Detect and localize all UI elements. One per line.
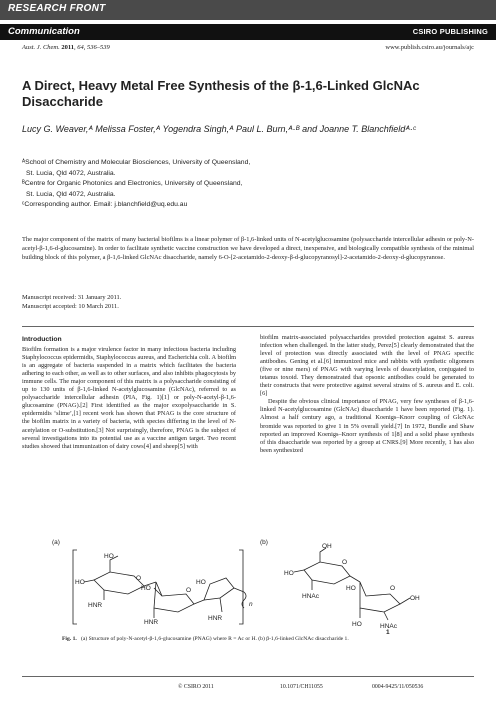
bond	[320, 548, 326, 562]
panel-label-b: (b)	[260, 539, 268, 546]
atom-label: HO	[284, 570, 294, 577]
bond	[84, 580, 94, 582]
bond	[294, 570, 304, 572]
atom-label: HO	[352, 621, 362, 628]
atom-label: OH	[322, 543, 332, 550]
bracket-right	[239, 550, 243, 624]
atom-label: HO	[75, 579, 85, 586]
affiliation-line: St. Lucia, Qld 4072, Australia.	[26, 169, 116, 177]
figure-1-structures	[22, 538, 474, 634]
manuscript-dates	[22, 294, 121, 312]
issn: 0004-9425/11/050536	[372, 684, 424, 690]
article-type-label: Communication	[8, 26, 80, 37]
atom-label: HO	[141, 585, 151, 592]
atom-label: HNAc	[380, 623, 397, 630]
section-heading: Introduction	[22, 336, 62, 343]
affiliation-line: ᶜCorresponding author. Email: j.blanchfield@uq.edu.au	[22, 201, 188, 209]
section-divider	[22, 326, 474, 327]
received-date: Manuscript received: 31 January 2011.	[22, 294, 122, 301]
atom-label: HNR	[144, 619, 159, 626]
copyright: © CSIRO 2011	[178, 684, 214, 690]
atom-label: HO	[346, 585, 356, 592]
atom-label: OH	[410, 595, 420, 602]
atom-label: HNR	[88, 602, 103, 609]
doi[interactable]: 10.1071/CH11055	[280, 684, 323, 690]
article-type-banner	[0, 24, 496, 40]
abstract: The major component of the matrix of many bacterial biofilms is a linear polymer of β-1,6-linked units of N-acetylglucosamine (polysaccharide intercellular adhesin or poly-N-acetyl-β-1,6-d-glucosamine). In order to facilitate synthetic vaccine construction we have developed a direct, inexpensive, and biologically compatible synthesis of the minimal building block of this polymer, a β-1,6-linked GlcNAc disaccharide, namely 6-O-[2-acetamido-2-deoxy-β-d-glucopyranosyl]-2-acetamido-2-deoxy-d-glucopyranose.	[22, 236, 474, 261]
compound-number: 1	[386, 629, 390, 634]
paragraph: biofilm matrix-associated polysaccharides provided protection against S. aureus infection when challenged. In the latter study, Perez[5] clearly demonstrated that the level of protection was directly associated with the level of PNAG specific antibodies. Gening et al.[6] immunized mice and rabbits with synthetic oligomers (five or nine mers) of PNAG with varying levels of deacetylation, conjugated to tetanus toxoid. They demonstrated that opsonic antibodies could be generated to their constructs that were protective against several strains of S. aureus and E. coli.[6]	[260, 334, 474, 398]
affiliations	[22, 158, 462, 211]
paragraph: Despite the obvious clinical importance of PNAG, very few syntheses of β-1,6-linked N-acetylglucosamine (GlcNAc) disaccharide 1 have been reported (Fig. 1). Almost a half century ago, a traditional Koenigs–Knorr coupling of GlcNAc bromide was reported to give 1 in 5% overall yield.[7] In 1972, Bundle and Shaw reported an improved Koenigs–Knorr synthesis of 1[8] and a solid phase synthesis of this disaccharide was reported by a group at CNRS.[9] More recently, 1 has also been synthesized	[260, 398, 474, 454]
research-front-banner	[0, 0, 496, 20]
atom-label: O	[342, 559, 348, 566]
atom-label: HNR	[208, 615, 223, 622]
polymer-n: n	[249, 601, 253, 608]
author-list: Lucy G. Weaver,ᴬ Melissa Foster,ᴬ Yogendra Singh,ᴬ Paul L. Burn,ᴬ·ᴮ and Joanne T. Blanchfieldᴬ·ᶜ	[22, 124, 416, 134]
footer-divider	[22, 676, 474, 677]
bond	[384, 612, 388, 620]
affiliation-line: ᴬSchool of Chemistry and Molecular Biosciences, University of Queensland,	[22, 159, 251, 166]
atom-label: HO	[104, 553, 114, 560]
atom-label: O	[136, 575, 142, 582]
affiliation-line: ᴮCentre for Organic Photonics and Electronics, University of Queensland,	[22, 180, 243, 188]
bond	[350, 576, 360, 582]
bond	[234, 588, 244, 592]
bracket-left	[73, 550, 77, 624]
bond	[220, 598, 222, 612]
atom-label: HO	[196, 579, 206, 586]
sugar-ring	[204, 578, 234, 600]
bond	[400, 598, 410, 604]
paper-title: A Direct, Heavy Metal Free Synthesis of the β-1,6-Linked GlcNAc Disaccharide	[22, 78, 420, 109]
figure-caption: Fig. 1. (a) Structure of poly-N-acetyl-β-1,6-glucosamine (PNAG) where R = Ac or H. (b) β-1,6-linked GlcNAc disaccharide 1.	[62, 636, 349, 642]
accepted-date: Manuscript accepted: 10 March 2011.	[22, 302, 119, 310]
publisher-label: CSIRO PUBLISHING	[412, 27, 488, 36]
right-column	[260, 334, 474, 455]
affiliation-line: St. Lucia, Qld 4072, Australia.	[26, 190, 116, 198]
bond	[194, 600, 204, 604]
journal-url[interactable]: www.publish.csiro.au/journals/ajc	[385, 44, 474, 51]
atom-label: O	[186, 587, 192, 594]
panel-label-a: (a)	[52, 539, 60, 546]
atom-label: HNAc	[302, 593, 319, 600]
journal-citation: Aust. J. Chem. 2011, 64, 536–539	[22, 44, 110, 51]
left-column	[22, 336, 236, 451]
atom-label: O	[390, 585, 396, 592]
section-label: RESEARCH FRONT	[8, 3, 106, 14]
paragraph: Biofilm formation is a major virulence factor in many infectious bacteria including Staphylococcus epidermidis, Staphylococcus aureus, and Escherichia coli. A biofilm is an aggregate of bacteria suspended in a matrix which facilitates the bacteria adhering to each other, as well as to other surfaces, and also inhibits phagocytosis by immune cells. The major component of this matrix is a polysaccharide consisting of up to 130 units of β-1,6-linked N-acetylglucosamine (GlcNAc), referred to as polysaccharide intercellular adhesin (PIA, Fig. 1)[1] or poly-N-acetyl-β-1,6-glucosamine (PNAG).[2] First identified as the major exopolysaccharide in S. epidermidis ‘slime’,[1] recent work has shown that PNAG is the core structure of the biofilm matrix in a variety of bacteria, with species differing in the level of N-acetylation or O-substitution.[3] Not surprisingly, therefore, PNAG is the subject of several investigations into its potential use as a vaccine antigen target. Two recent studies showed that immunization of dairy cows[4] and sheep[5] with	[22, 346, 236, 450]
